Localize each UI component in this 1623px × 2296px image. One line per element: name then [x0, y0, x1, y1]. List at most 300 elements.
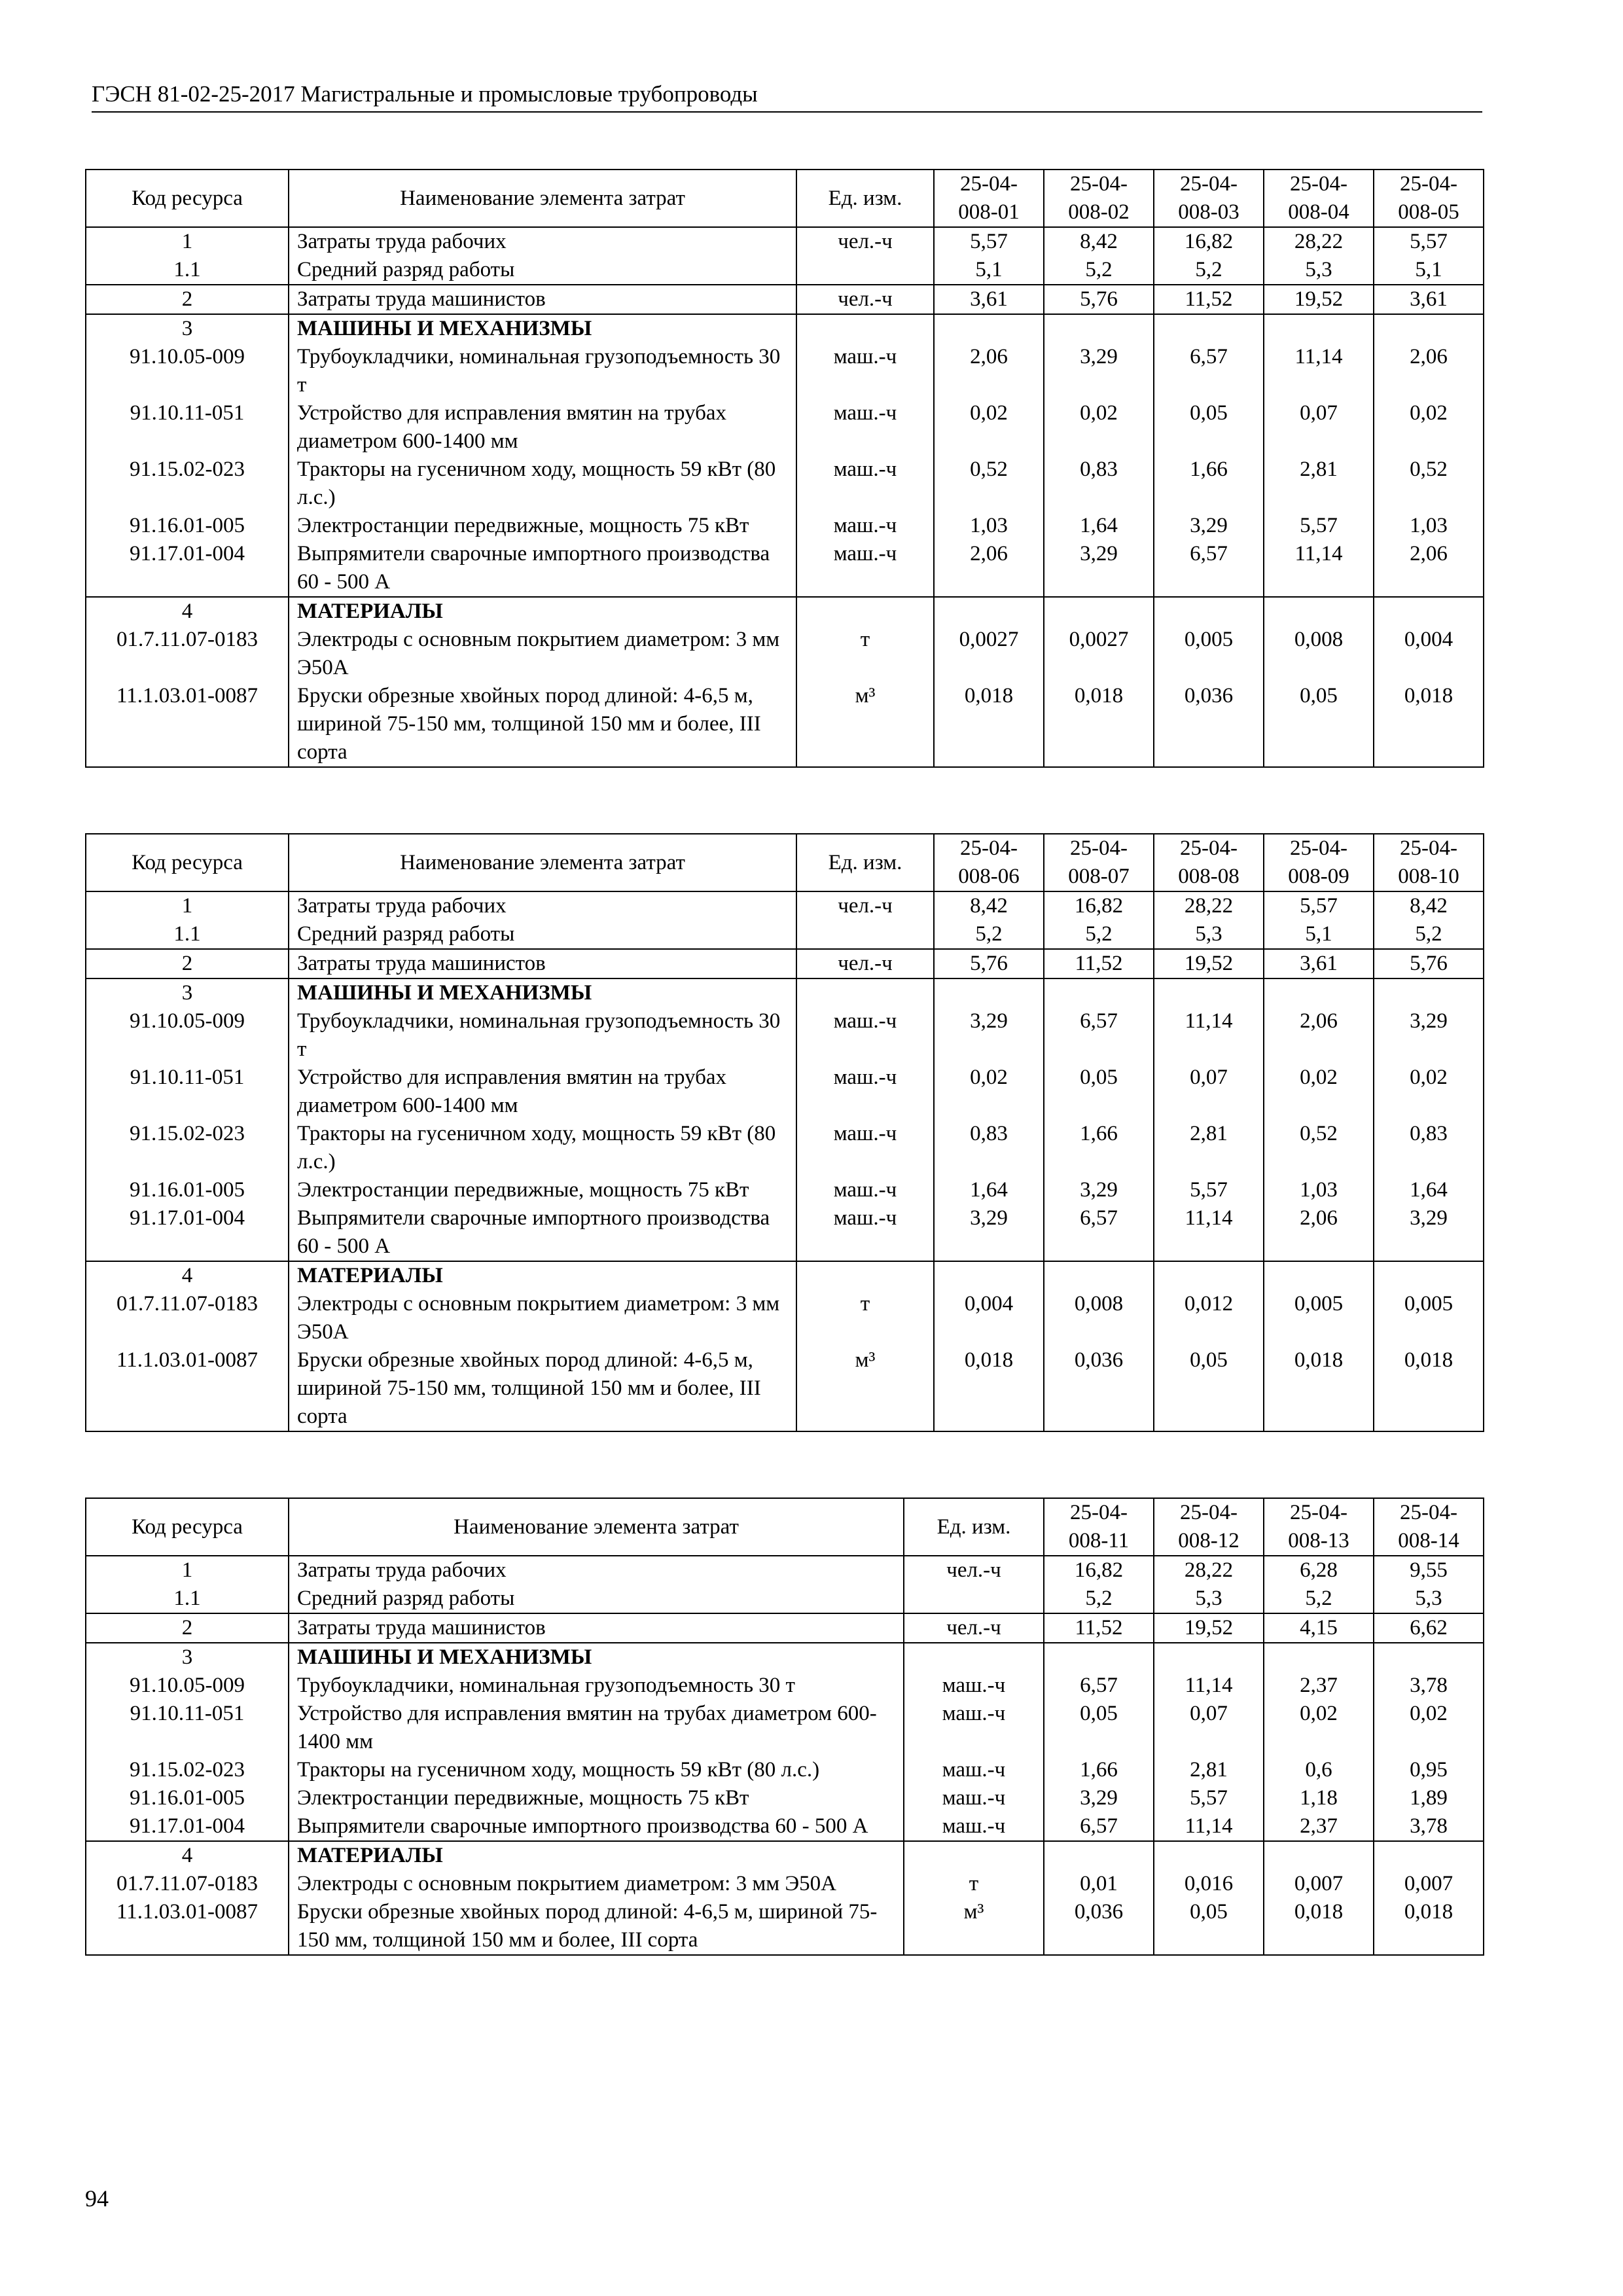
resource-table-1 [85, 169, 1484, 768]
resource-name: Выпрямители сварочные импортного производства 60 - 500 А [289, 540, 796, 597]
norm-value: 0,02 [1264, 1064, 1374, 1120]
resource-code: 91.16.01-005 [86, 1784, 289, 1812]
norm-value: 0,007 [1264, 1870, 1374, 1898]
resource-code: 91.16.01-005 [86, 512, 289, 540]
norm-value: 1,03 [1374, 512, 1484, 540]
norm-value: 5,57 [1154, 1784, 1264, 1812]
norm-value: 5,3 [1374, 1585, 1484, 1613]
norm-value: 4,15 [1264, 1613, 1374, 1643]
norm-value: 5,57 [934, 227, 1044, 256]
norm-value [934, 314, 1044, 343]
norm-value: 1,66 [1044, 1756, 1154, 1784]
norm-value: 0,008 [1044, 1290, 1154, 1346]
norm-value: 0,004 [1374, 626, 1484, 682]
norm-value: 0,02 [1264, 1700, 1374, 1756]
resource-name: Бруски обрезные хвойных пород длиной: 4-6,5 м, шириной 75-150 мм, толщиной 150 мм и более, III сорта [289, 682, 796, 767]
norm-value: 0,0027 [934, 626, 1044, 682]
resource-code: 1 [86, 227, 289, 256]
resource-table-3 [85, 1498, 1484, 1956]
resource-code: 4 [86, 1261, 289, 1290]
resource-code: 4 [86, 597, 289, 626]
norm-value: 0,005 [1154, 626, 1264, 682]
resource-name: МАШИНЫ И МЕХАНИЗМЫ [289, 314, 796, 343]
table-row [86, 1290, 1484, 1346]
norm-value: 3,29 [1044, 1784, 1154, 1812]
norm-value [934, 978, 1044, 1007]
norm-value [1044, 1643, 1154, 1672]
norm-value: 16,82 [1044, 1556, 1154, 1585]
resource-code: 1 [86, 1556, 289, 1585]
unit-of-measure: маш.-ч [904, 1812, 1044, 1841]
norm-column-header: 25-04-008-13 [1264, 1498, 1374, 1556]
norm-value: 1,03 [1264, 1176, 1374, 1204]
norm-value: 11,52 [1154, 285, 1264, 314]
unit-of-measure: маш.-ч [904, 1700, 1044, 1756]
norm-value: 0,83 [934, 1120, 1044, 1176]
norm-value: 6,57 [1154, 343, 1264, 399]
unit-of-measure: чел.-ч [796, 227, 934, 256]
norm-value: 5,76 [934, 949, 1044, 978]
norm-value: 3,29 [934, 1007, 1044, 1064]
norm-column-header: 25-04-008-11 [1044, 1498, 1154, 1556]
resource-code: 1.1 [86, 920, 289, 949]
resource-name: Тракторы на гусеничном ходу, мощность 59 кВт (80 л.с.) [289, 1756, 904, 1784]
resource-name: Тракторы на гусеничном ходу, мощность 59 кВт (80 л.с.) [289, 1120, 796, 1176]
unit-of-measure: чел.-ч [796, 949, 934, 978]
resource-code: 91.10.05-009 [86, 343, 289, 399]
norm-value: 9,55 [1374, 1556, 1484, 1585]
resource-code: 3 [86, 978, 289, 1007]
unit-column-header: Ед. изм. [796, 834, 934, 891]
norm-value: 1,64 [1044, 512, 1154, 540]
table-row [86, 256, 1484, 285]
norm-value: 11,52 [1044, 949, 1154, 978]
norm-value: 0,02 [1044, 399, 1154, 456]
norm-value: 5,1 [1374, 256, 1484, 285]
norm-value: 0,05 [1154, 1346, 1264, 1431]
norm-value [1044, 314, 1154, 343]
resource-name: Электроды с основным покрытием диаметром: 3 мм Э50А [289, 1870, 904, 1898]
norm-value: 0,018 [1264, 1898, 1374, 1955]
table-row [86, 682, 1484, 767]
norm-value: 2,06 [934, 540, 1044, 597]
unit-of-measure: маш.-ч [796, 456, 934, 512]
norm-value: 5,57 [1154, 1176, 1264, 1204]
norm-value: 2,81 [1264, 456, 1374, 512]
resource-code: 91.17.01-004 [86, 1204, 289, 1261]
norm-value: 16,82 [1044, 891, 1154, 920]
name-column-header: Наименование элемента затрат [289, 834, 796, 891]
resource-code: 91.17.01-004 [86, 1812, 289, 1841]
norm-value: 16,82 [1154, 227, 1264, 256]
unit-of-measure [796, 256, 934, 285]
norm-value: 0,016 [1154, 1870, 1264, 1898]
resource-name: Затраты труда рабочих [289, 1556, 904, 1585]
norm-value: 11,14 [1154, 1007, 1264, 1064]
norm-value: 5,2 [1044, 256, 1154, 285]
norm-value: 0,07 [1154, 1700, 1264, 1756]
norm-value: 1,66 [1154, 456, 1264, 512]
norm-value: 0,05 [1154, 1898, 1264, 1955]
table-header-row [86, 170, 1484, 227]
unit-of-measure: м³ [796, 682, 934, 767]
page-header: ГЭСН 81-02-25-2017 Магистральные и промысловые трубопроводы [92, 77, 1482, 113]
norm-value: 0,007 [1374, 1870, 1484, 1898]
table-row [86, 978, 1484, 1007]
norm-value: 3,29 [1374, 1007, 1484, 1064]
norm-value: 3,29 [1154, 512, 1264, 540]
norm-value: 19,52 [1154, 1613, 1264, 1643]
code-column-header: Код ресурса [86, 1498, 289, 1556]
norm-value [1374, 597, 1484, 626]
norm-value: 3,61 [1264, 949, 1374, 978]
unit-of-measure [796, 597, 934, 626]
norm-value: 1,64 [1374, 1176, 1484, 1204]
unit-of-measure: маш.-ч [904, 1784, 1044, 1812]
unit-of-measure: м³ [904, 1898, 1044, 1955]
table-row [86, 949, 1484, 978]
norm-value [1264, 314, 1374, 343]
norm-value: 0,05 [1044, 1064, 1154, 1120]
table-row [86, 1007, 1484, 1064]
unit-of-measure: маш.-ч [796, 540, 934, 597]
resource-name: Электростанции передвижные, мощность 75 кВт [289, 512, 796, 540]
norm-column-header: 25-04-008-05 [1374, 170, 1484, 227]
unit-of-measure [796, 314, 934, 343]
resource-name: МАШИНЫ И МЕХАНИЗМЫ [289, 978, 796, 1007]
unit-of-measure [796, 920, 934, 949]
norm-value: 5,2 [1044, 920, 1154, 949]
norm-value: 1,89 [1374, 1784, 1484, 1812]
name-column-header: Наименование элемента затрат [289, 170, 796, 227]
resource-table-2 [85, 833, 1484, 1432]
resource-code: 91.10.05-009 [86, 1672, 289, 1700]
resource-code: 91.10.11-051 [86, 1064, 289, 1120]
norm-value [1264, 1261, 1374, 1290]
resource-name: МАТЕРИАЛЫ [289, 1841, 904, 1870]
unit-of-measure: чел.-ч [904, 1556, 1044, 1585]
unit-of-measure [904, 1585, 1044, 1613]
norm-value: 0,52 [1374, 456, 1484, 512]
table-row [86, 920, 1484, 949]
resource-name: Средний разряд работы [289, 256, 796, 285]
norm-value [1374, 1643, 1484, 1672]
norm-value: 11,14 [1154, 1672, 1264, 1700]
unit-of-measure: маш.-ч [796, 399, 934, 456]
norm-value: 5,2 [1154, 256, 1264, 285]
norm-value: 5,2 [934, 920, 1044, 949]
norm-value: 3,78 [1374, 1812, 1484, 1841]
norm-value: 5,2 [1264, 1585, 1374, 1613]
table-header-row [86, 1498, 1484, 1556]
norm-value [934, 597, 1044, 626]
table-row [86, 1700, 1484, 1756]
norm-value [1044, 1261, 1154, 1290]
norm-value: 3,29 [1044, 540, 1154, 597]
unit-of-measure: маш.-ч [796, 512, 934, 540]
table-row [86, 1672, 1484, 1700]
norm-value: 1,03 [934, 512, 1044, 540]
norm-value: 0,008 [1264, 626, 1374, 682]
resource-code: 1 [86, 891, 289, 920]
norm-column-header: 25-04-008-12 [1154, 1498, 1264, 1556]
norm-column-header: 25-04-008-10 [1374, 834, 1484, 891]
norm-value: 0,018 [934, 682, 1044, 767]
norm-column-header: 25-04-008-09 [1264, 834, 1374, 891]
norm-value: 0,02 [1374, 1064, 1484, 1120]
unit-of-measure: маш.-ч [796, 1120, 934, 1176]
norm-value: 0,01 [1044, 1870, 1154, 1898]
unit-of-measure: т [796, 1290, 934, 1346]
table-row [86, 227, 1484, 256]
table-row [86, 1556, 1484, 1585]
norm-value [1264, 978, 1374, 1007]
resource-code: 01.7.11.07-0183 [86, 626, 289, 682]
resource-code: 11.1.03.01-0087 [86, 1898, 289, 1955]
norm-value: 19,52 [1154, 949, 1264, 978]
norm-value: 2,06 [1374, 540, 1484, 597]
norm-value: 0,018 [1374, 1898, 1484, 1955]
norm-value: 3,78 [1374, 1672, 1484, 1700]
resource-name: Трубоукладчики, номинальная грузоподъемность 30 т [289, 1007, 796, 1064]
norm-value: 2,81 [1154, 1756, 1264, 1784]
unit-of-measure: чел.-ч [796, 891, 934, 920]
resource-name: Электроды с основным покрытием диаметром: 3 мм Э50А [289, 1290, 796, 1346]
resource-code: 91.16.01-005 [86, 1176, 289, 1204]
norm-value: 6,28 [1264, 1556, 1374, 1585]
norm-value: 28,22 [1154, 891, 1264, 920]
resource-name: Выпрямители сварочные импортного производства 60 - 500 А [289, 1204, 796, 1261]
norm-value: 8,42 [1374, 891, 1484, 920]
norm-value: 0,95 [1374, 1756, 1484, 1784]
table-row [86, 1585, 1484, 1613]
resource-name: Затраты труда рабочих [289, 227, 796, 256]
table-row [86, 399, 1484, 456]
norm-value: 0,018 [1044, 682, 1154, 767]
unit-of-measure: маш.-ч [904, 1672, 1044, 1700]
norm-value: 0,05 [1264, 682, 1374, 767]
table-row [86, 1204, 1484, 1261]
resource-code: 91.15.02-023 [86, 1120, 289, 1176]
norm-value: 3,29 [1374, 1204, 1484, 1261]
norm-value: 0,05 [1044, 1700, 1154, 1756]
norm-value: 6,57 [1044, 1672, 1154, 1700]
norm-value: 1,66 [1044, 1120, 1154, 1176]
norm-value [1044, 597, 1154, 626]
resource-code: 3 [86, 314, 289, 343]
norm-value [1154, 314, 1264, 343]
norm-column-header: 25-04-008-02 [1044, 170, 1154, 227]
norm-value: 5,76 [1374, 949, 1484, 978]
norm-value: 6,57 [1154, 540, 1264, 597]
unit-of-measure: чел.-ч [904, 1613, 1044, 1643]
resource-code: 11.1.03.01-0087 [86, 1346, 289, 1431]
norm-column-header: 25-04-008-08 [1154, 834, 1264, 891]
resource-name: Устройство для исправления вмятин на трубах диаметром 600-1400 мм [289, 1064, 796, 1120]
norm-value: 0,036 [1044, 1346, 1154, 1431]
norm-value [1264, 1841, 1374, 1870]
unit-of-measure: маш.-ч [796, 1007, 934, 1064]
unit-of-measure [796, 978, 934, 1007]
unit-of-measure: т [796, 626, 934, 682]
norm-value: 0,07 [1154, 1064, 1264, 1120]
norm-value [1374, 978, 1484, 1007]
table-row [86, 1613, 1484, 1643]
resource-code: 91.10.11-051 [86, 1700, 289, 1756]
table-row [86, 314, 1484, 343]
resource-name: Бруски обрезные хвойных пород длиной: 4-6,5 м, шириной 75-150 мм, толщиной 150 мм и более, III сорта [289, 1346, 796, 1431]
table-row [86, 891, 1484, 920]
resource-name: Трубоукладчики, номинальная грузоподъемность 30 т [289, 343, 796, 399]
table-row [86, 343, 1484, 399]
norm-value [1374, 1841, 1484, 1870]
resource-code: 01.7.11.07-0183 [86, 1290, 289, 1346]
norm-value: 0,6 [1264, 1756, 1374, 1784]
resource-name: Электроды с основным покрытием диаметром: 3 мм Э50А [289, 626, 796, 682]
page-number: 94 [85, 2185, 109, 2212]
unit-of-measure: маш.-ч [796, 1176, 934, 1204]
norm-value: 0,52 [934, 456, 1044, 512]
unit-of-measure: чел.-ч [796, 285, 934, 314]
table-row [86, 512, 1484, 540]
norm-value: 0,0027 [1044, 626, 1154, 682]
norm-value: 11,52 [1044, 1613, 1154, 1643]
norm-value [1264, 1643, 1374, 1672]
resource-name: МАТЕРИАЛЫ [289, 597, 796, 626]
resource-code: 91.15.02-023 [86, 1756, 289, 1784]
resource-name: Затраты труда машинистов [289, 949, 796, 978]
resource-code: 11.1.03.01-0087 [86, 682, 289, 767]
table-row [86, 1643, 1484, 1672]
resource-code: 91.15.02-023 [86, 456, 289, 512]
norm-value: 0,02 [1374, 1700, 1484, 1756]
norm-value: 3,61 [1374, 285, 1484, 314]
table-row [86, 626, 1484, 682]
norm-value: 2,37 [1264, 1812, 1374, 1841]
unit-of-measure: м³ [796, 1346, 934, 1431]
resource-name: МАТЕРИАЛЫ [289, 1261, 796, 1290]
resource-name: Средний разряд работы [289, 1585, 904, 1613]
norm-column-header: 25-04-008-14 [1374, 1498, 1484, 1556]
norm-value: 0,02 [934, 1064, 1044, 1120]
table-row [86, 1176, 1484, 1204]
norm-value: 8,42 [934, 891, 1044, 920]
norm-column-header: 25-04-008-07 [1044, 834, 1154, 891]
unit-of-measure: т [904, 1870, 1044, 1898]
norm-value: 3,29 [1044, 343, 1154, 399]
norm-value: 11,14 [1154, 1204, 1264, 1261]
unit-of-measure: маш.-ч [796, 1204, 934, 1261]
norm-value: 19,52 [1264, 285, 1374, 314]
table-row [86, 597, 1484, 626]
table-row [86, 1064, 1484, 1120]
table-row [86, 1261, 1484, 1290]
norm-value: 0,036 [1154, 682, 1264, 767]
table-row [86, 1756, 1484, 1784]
norm-value [1154, 597, 1264, 626]
norm-value: 0,012 [1154, 1290, 1264, 1346]
norm-value [1044, 978, 1154, 1007]
norm-value: 11,14 [1264, 343, 1374, 399]
resource-name: Трубоукладчики, номинальная грузоподъемность 30 т [289, 1672, 904, 1700]
norm-value: 5,2 [1374, 920, 1484, 949]
resource-name: Электростанции передвижные, мощность 75 кВт [289, 1176, 796, 1204]
norm-value: 6,57 [1044, 1007, 1154, 1064]
resource-code: 2 [86, 1613, 289, 1643]
norm-value: 3,29 [934, 1204, 1044, 1261]
norm-value: 0,018 [1264, 1346, 1374, 1431]
norm-value [1264, 597, 1374, 626]
norm-value: 5,57 [1374, 227, 1484, 256]
resource-name: Затраты труда рабочих [289, 891, 796, 920]
norm-column-header: 25-04-008-01 [934, 170, 1044, 227]
norm-value: 28,22 [1264, 227, 1374, 256]
table-row [86, 540, 1484, 597]
norm-value: 5,57 [1264, 891, 1374, 920]
unit-of-measure [904, 1643, 1044, 1672]
resource-code: 1.1 [86, 1585, 289, 1613]
norm-value [1374, 1261, 1484, 1290]
table-row [86, 1120, 1484, 1176]
resource-name: Устройство для исправления вмятин на трубах диаметром 600-1400 мм [289, 1700, 904, 1756]
norm-value: 5,1 [1264, 920, 1374, 949]
resource-name: МАШИНЫ И МЕХАНИЗМЫ [289, 1643, 904, 1672]
unit-of-measure: маш.-ч [796, 1064, 934, 1120]
norm-value: 0,83 [1374, 1120, 1484, 1176]
norm-value: 5,76 [1044, 285, 1154, 314]
norm-value: 3,29 [1044, 1176, 1154, 1204]
name-column-header: Наименование элемента затрат [289, 1498, 904, 1556]
resource-name: Электростанции передвижные, мощность 75 кВт [289, 1784, 904, 1812]
resource-code: 01.7.11.07-0183 [86, 1870, 289, 1898]
table-row [86, 1870, 1484, 1898]
norm-value: 2,81 [1154, 1120, 1264, 1176]
code-column-header: Код ресурса [86, 834, 289, 891]
table-row [86, 1346, 1484, 1431]
table-row [86, 1841, 1484, 1870]
resource-name: Выпрямители сварочные импортного производства 60 - 500 А [289, 1812, 904, 1841]
unit-of-measure [904, 1841, 1044, 1870]
norm-value: 11,14 [1264, 540, 1374, 597]
resource-name: Тракторы на гусеничном ходу, мощность 59 кВт (80 л.с.) [289, 456, 796, 512]
norm-column-header: 25-04-008-03 [1154, 170, 1264, 227]
norm-value: 5,1 [934, 256, 1044, 285]
norm-value: 6,57 [1044, 1204, 1154, 1261]
unit-column-header: Ед. изм. [796, 170, 934, 227]
norm-value: 2,06 [1374, 343, 1484, 399]
norm-value [1374, 314, 1484, 343]
table-row [86, 1898, 1484, 1955]
norm-value [1044, 1841, 1154, 1870]
resource-code: 2 [86, 949, 289, 978]
unit-of-measure [796, 1261, 934, 1290]
norm-value: 0,52 [1264, 1120, 1374, 1176]
norm-value: 11,14 [1154, 1812, 1264, 1841]
table-row [86, 285, 1484, 314]
norm-value: 0,036 [1044, 1898, 1154, 1955]
code-column-header: Код ресурса [86, 170, 289, 227]
norm-value: 5,2 [1044, 1585, 1154, 1613]
norm-value: 5,57 [1264, 512, 1374, 540]
table-header-row [86, 834, 1484, 891]
norm-value [934, 1261, 1044, 1290]
resource-code: 3 [86, 1643, 289, 1672]
norm-value: 5,3 [1154, 1585, 1264, 1613]
norm-value: 5,3 [1264, 256, 1374, 285]
unit-column-header: Ед. изм. [904, 1498, 1044, 1556]
resource-code: 2 [86, 285, 289, 314]
norm-value: 2,06 [1264, 1007, 1374, 1064]
